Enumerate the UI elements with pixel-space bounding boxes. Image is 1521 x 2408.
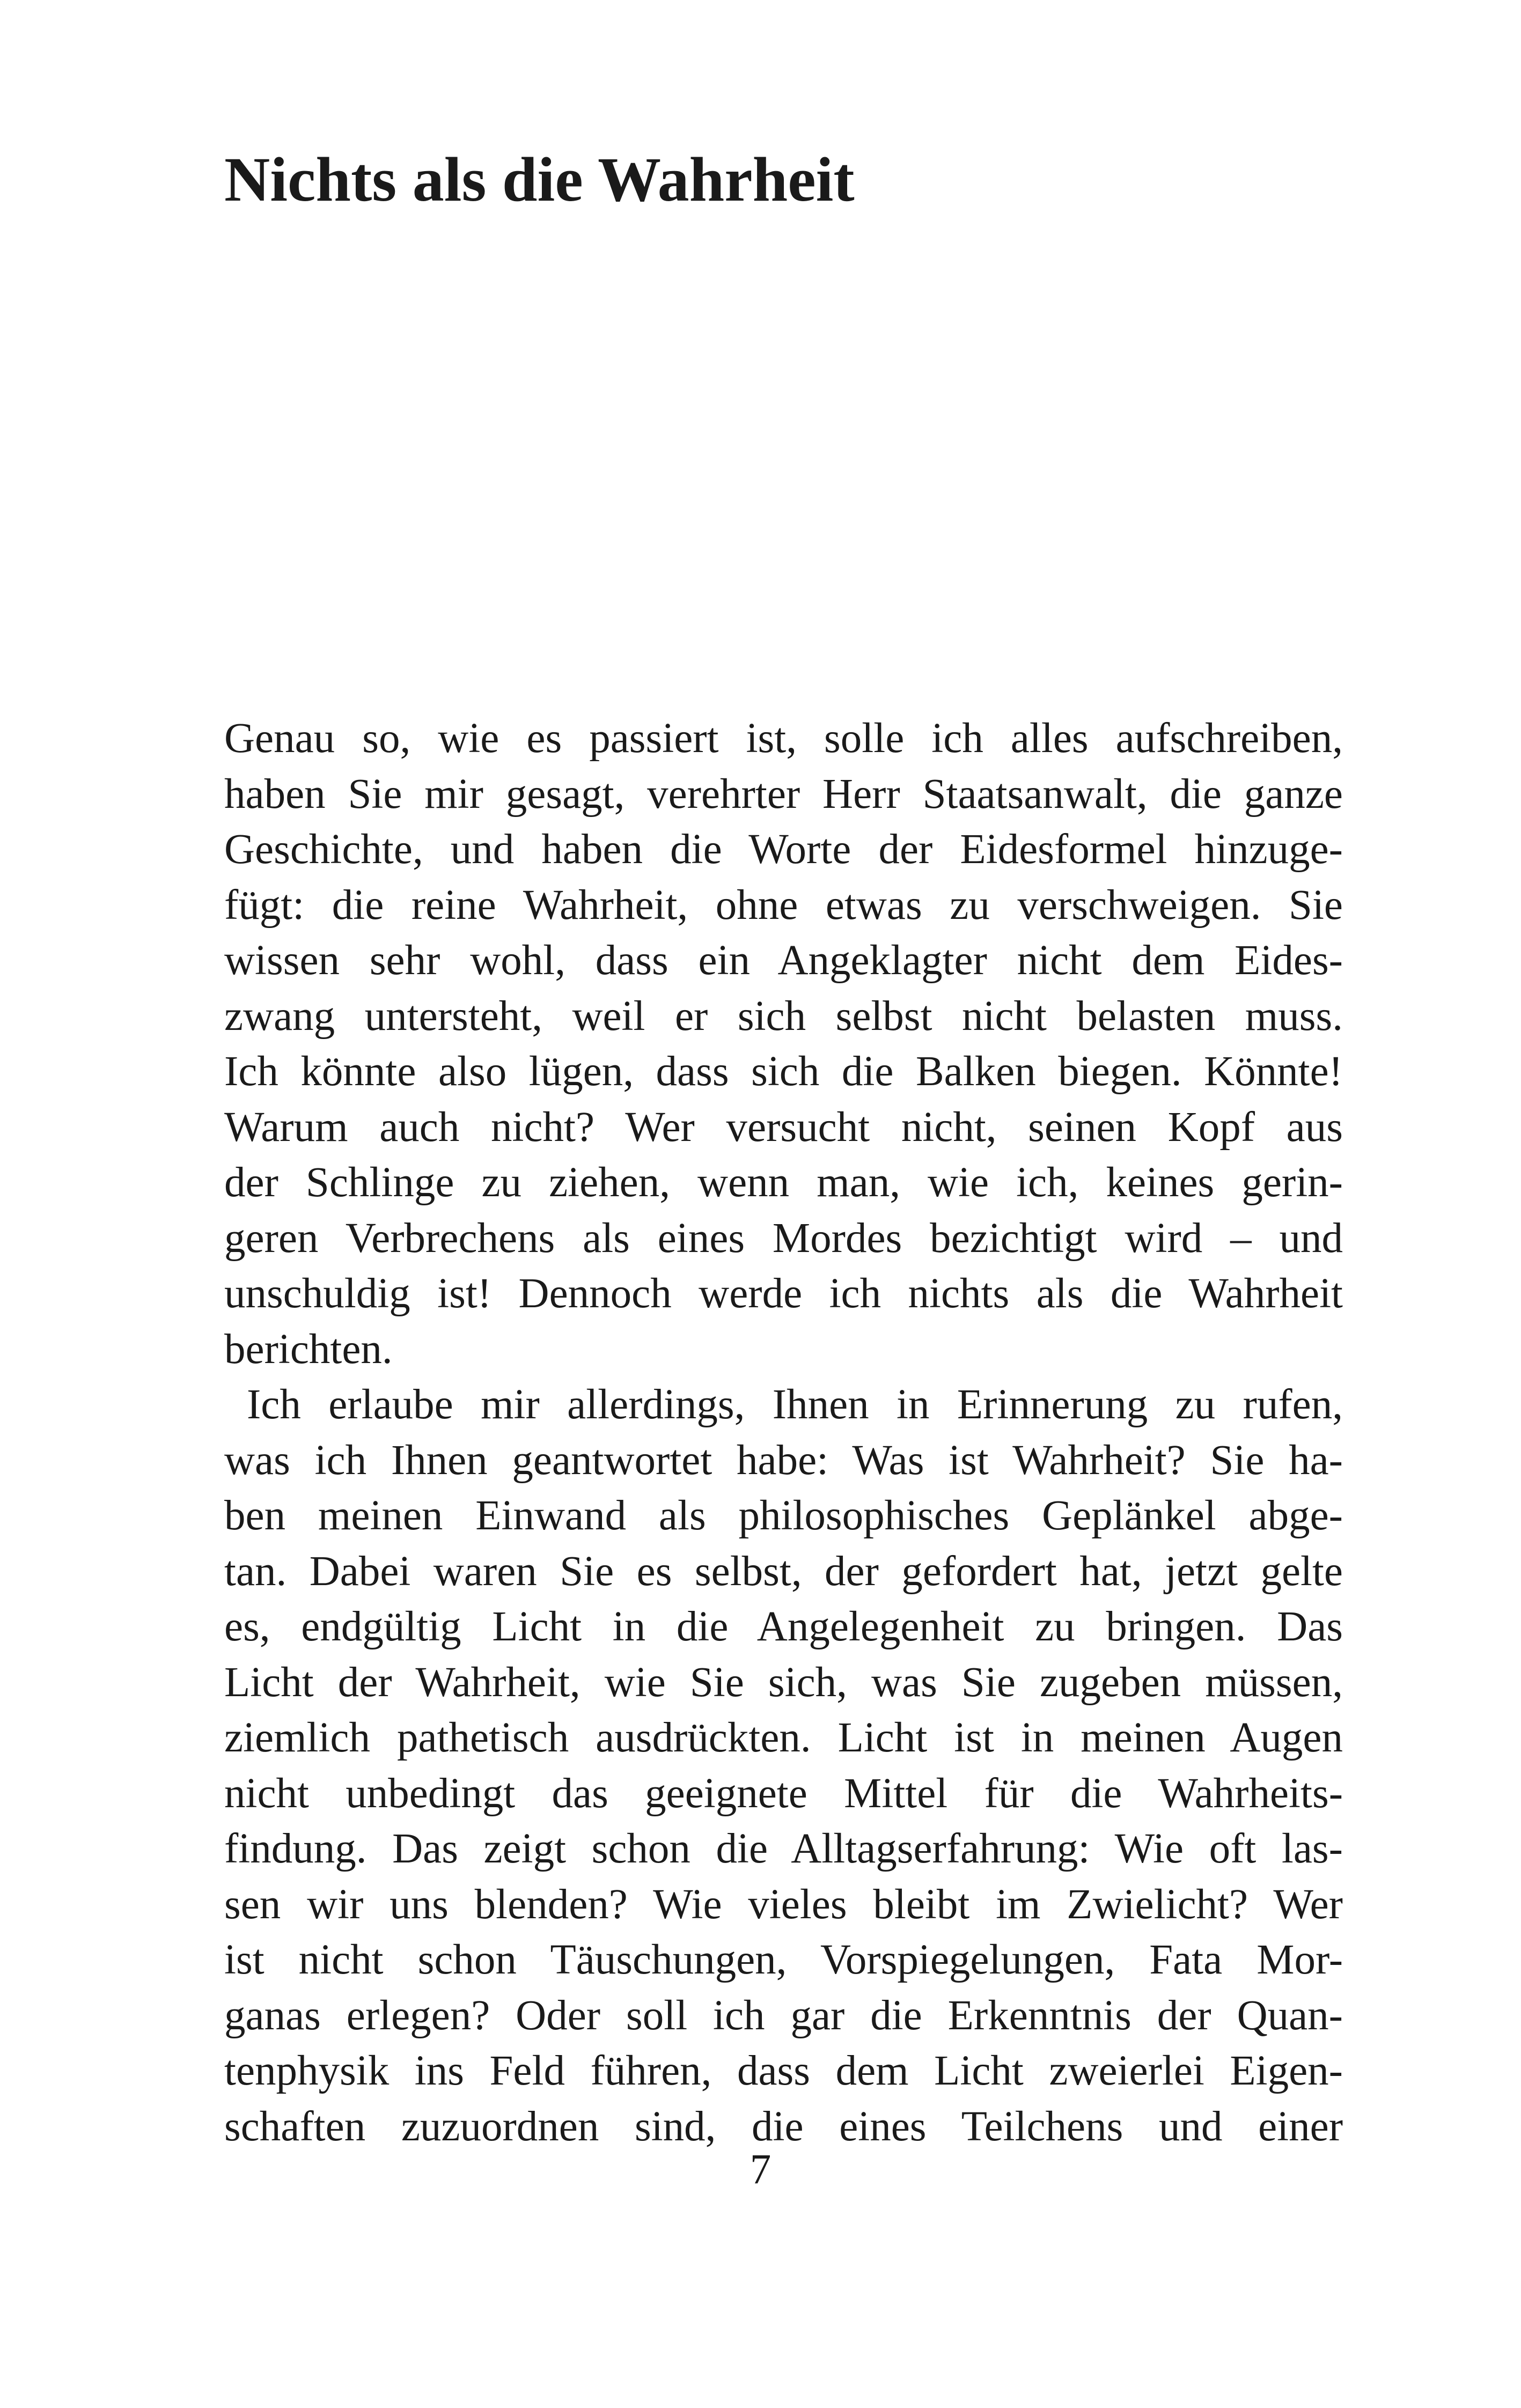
text-line: ziemlich pathetisch ausdrückten. Licht ist in meinen Augen: [224, 1714, 1343, 1761]
text-line: ist nicht schon Täuschungen, Vorspiegelungen, Fata Mor-: [224, 1936, 1343, 1983]
text-line: Licht der Wahrheit, wie Sie sich, was Sie zugeben müssen,: [224, 1659, 1343, 1706]
text-line: schaften zuzuordnen sind, die eines Teilchens und einer: [224, 2103, 1343, 2150]
text-line: tenphysik ins Feld führen, dass dem Licht zweierlei Eigen-: [224, 2048, 1343, 2094]
text-line: sen wir uns blenden? Wie vieles bleibt im Zwielicht? Wer: [224, 1881, 1343, 1928]
paragraph-1: [224, 711, 1343, 1377]
text-line: Ich könnte also lügen, dass sich die Balken biegen. Könnte!: [224, 1048, 1343, 1095]
text-line: geren Verbrechens als eines Mordes bezichtigt wird – und: [224, 1214, 1343, 1262]
text-line: wissen sehr wohl, dass ein Angeklagter nicht dem Eides-: [224, 937, 1343, 984]
text-line: Genau so, wie es passiert ist, solle ich alles aufschreiben,: [224, 715, 1343, 762]
text-line: Ich erlaube mir allerdings, Ihnen in Erinnerung zu rufen,: [247, 1381, 1343, 1428]
chapter-title: Nichts als die Wahrheit: [224, 144, 855, 215]
text-line: zwang untersteht, weil er sich selbst nicht belasten muss.: [224, 992, 1343, 1040]
text-line: haben Sie mir gesagt, verehrter Herr Staatsanwalt, die ganze: [224, 770, 1343, 818]
text-line: unschuldig ist! Dennoch werde ich nichts als die Wahrheit: [224, 1270, 1343, 1317]
text-line: ben meinen Einwand als philosophisches Geplänkel abge-: [224, 1492, 1343, 1539]
text-line: berichten.: [224, 1325, 393, 1373]
page-number: 7: [750, 2146, 771, 2193]
body-text: [224, 711, 1343, 2154]
text-line: tan. Dabei waren Sie es selbst, der gefordert hat, jetzt gelte: [224, 1548, 1343, 1595]
text-line: findung. Das zeigt schon die Alltagserfahrung: Wie oft las-: [224, 1825, 1343, 1872]
text-line: Warum auch nicht? Wer versucht nicht, seinen Kopf aus: [224, 1103, 1343, 1151]
paragraph-2: [224, 1377, 1343, 2154]
text-line: fügt: die reine Wahrheit, ohne etwas zu verschweigen. Sie: [224, 881, 1343, 929]
text-line: nicht unbedingt das geeignete Mittel für die Wahrheits-: [224, 1770, 1343, 1817]
text-line: ganas erlegen? Oder soll ich gar die Erkenntnis der Quan-: [224, 1992, 1343, 2039]
text-line: was ich Ihnen geantwortet habe: Was ist Wahrheit? Sie ha-: [224, 1437, 1343, 1484]
text-line: es, endgültig Licht in die Angelegenheit zu bringen. Das: [224, 1603, 1343, 1650]
text-line: Geschichte, und haben die Worte der Eidesformel hinzuge-: [224, 826, 1343, 873]
text-line: der Schlinge zu ziehen, wenn man, wie ich, keines gerin-: [224, 1159, 1343, 1206]
